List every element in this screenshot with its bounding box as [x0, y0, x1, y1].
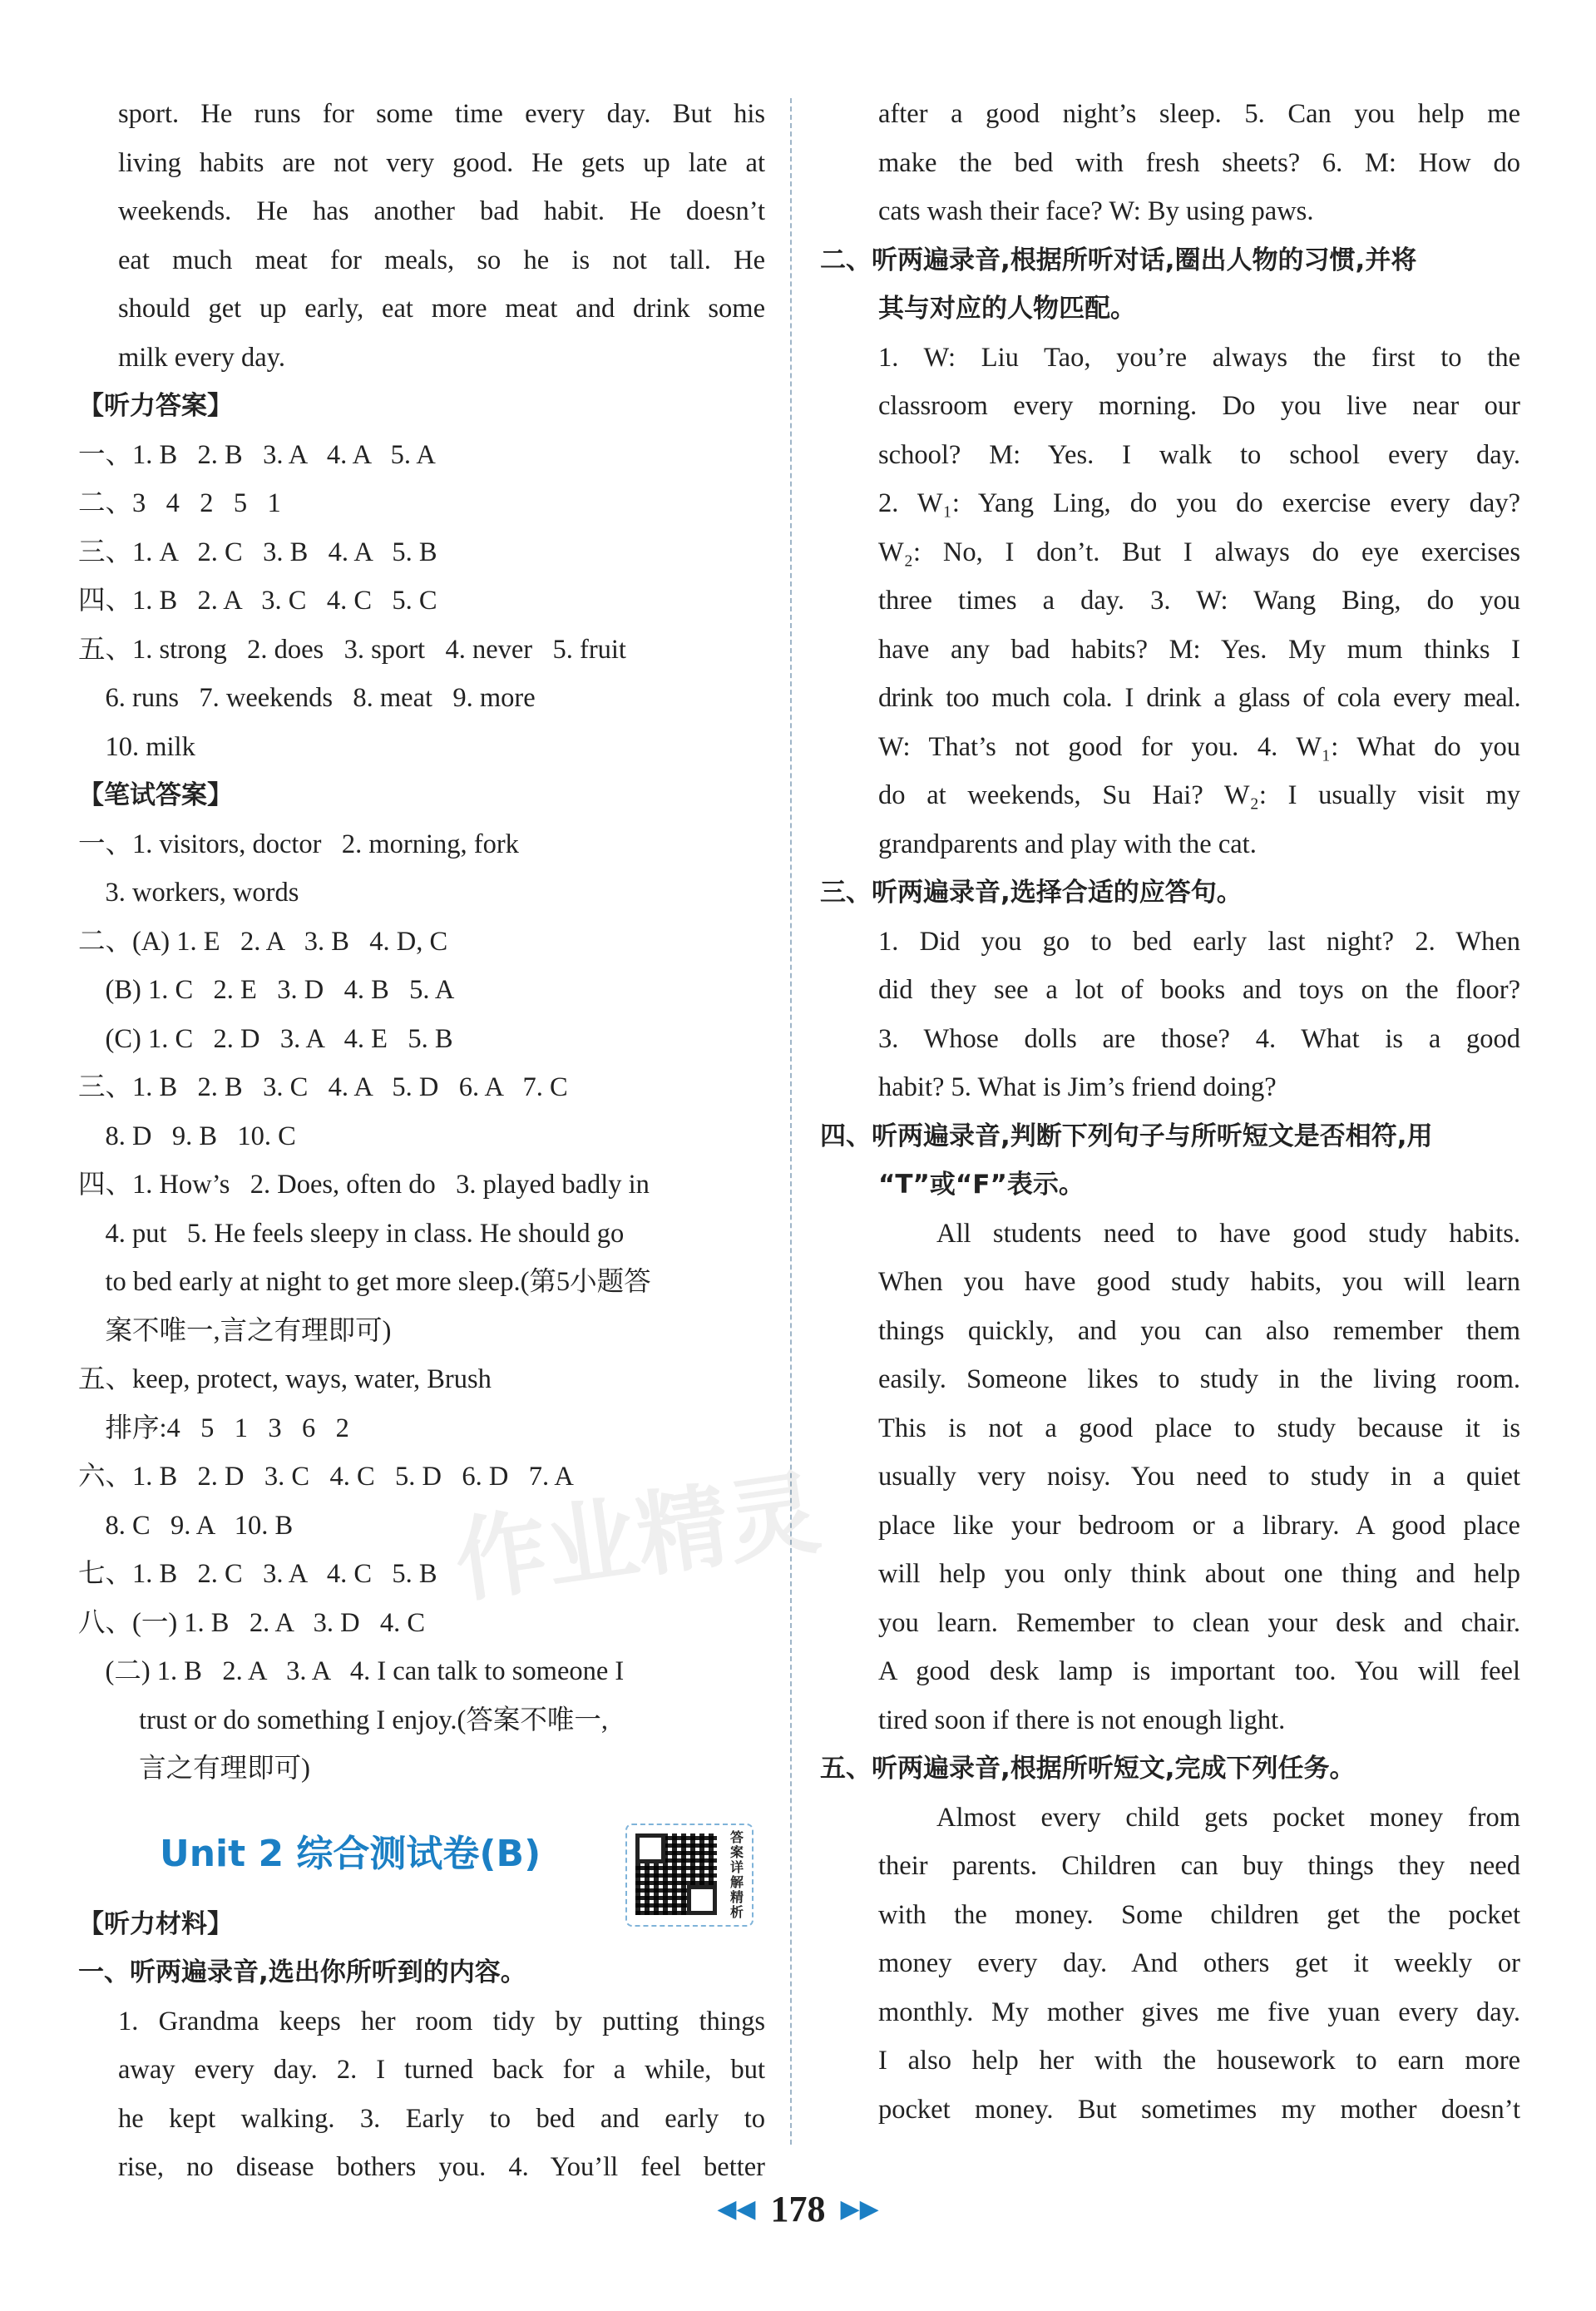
text-line: three times a day. 3. W: Wang Bing, do you	[878, 586, 1520, 616]
section5-text	[820, 1794, 1520, 2135]
text-line: milk every day.	[118, 342, 285, 373]
right-column	[820, 90, 1520, 2134]
section4-text	[820, 1210, 1520, 1745]
text-line: with the money. Some children get the pocket	[878, 1899, 1520, 1930]
text-line: When you have good study habits, you will learn	[878, 1267, 1520, 1297]
text-line: classroom every morning. Do you live near our	[878, 391, 1520, 421]
text-line: rise, no disease bothers you. 4. You’ll feel better	[118, 2152, 765, 2182]
text-line: pocket money. But sometimes my mother doesn’t	[878, 2094, 1520, 2125]
text-line: weekends. He has another bad habit. He doesn’t	[118, 196, 765, 226]
text-line: place like your bedroom or a library. A good place	[878, 1510, 1520, 1541]
left-column	[78, 90, 765, 2192]
text-line: 1. Did you go to bed early last night? 2. When	[878, 926, 1520, 957]
text-line: after a good night’s sleep. 5. Can you help me	[878, 99, 1520, 129]
column-divider	[790, 98, 792, 2145]
unit-title-block	[160, 1817, 765, 1920]
text-line: do at weekends, Su Hai? W₂: I usually visit my	[878, 780, 1520, 810]
page-footer	[0, 2188, 1596, 2230]
answer-line: 言之有理即可)	[78, 1754, 310, 1784]
text-line: This is not a good place to study because it is	[878, 1413, 1520, 1443]
answer-line: 八、(一) 1. B 2. A 3. D 4. C	[78, 1607, 426, 1638]
answer-line: 七、1. B 2. C 3. A 4. C 5. B	[78, 1559, 437, 1589]
text-line: 1. W: Liu Tao, you’re always the first to the	[878, 342, 1520, 373]
section3-heading: 三、听两遍录音,选择合适的应答句。	[820, 878, 1243, 908]
text-line: should get up early, eat more meat and drink some	[118, 294, 765, 324]
text-line: easily. Someone likes to study in the living room.	[878, 1364, 1520, 1394]
section2-heading: 二、听两遍录音,根据所听对话,圈出人物的习惯,并将	[820, 245, 1417, 275]
text-line: sport. He runs for some time every day. But his	[118, 99, 765, 129]
page-number: 178	[770, 2189, 826, 2229]
section2-heading: 其与对应的人物匹配。	[878, 294, 1136, 324]
qr-code-box[interactable]	[625, 1824, 754, 1927]
text-line: eat much meat for meals, so he is not tall. He	[118, 245, 765, 275]
text-line: habit? 5. What is Jim’s friend doing?	[878, 1072, 1277, 1102]
listening-material-title: 【听力材料】	[78, 1908, 233, 1939]
answer-line: (B) 1. C 2. E 3. D 4. B 5. A	[78, 975, 455, 1005]
section1-heading: 一、听两遍录音,选出你所听到的内容。	[78, 1957, 526, 1987]
answer-line: trust or do something I enjoy.(答案不唯一,	[78, 1705, 609, 1735]
answer-line: (C) 1. C 2. D 3. A 4. E 5. B	[78, 1023, 453, 1054]
answer-line: 三、1. A 2. C 3. B 4. A 5. B	[78, 537, 437, 567]
answer-line: 3. workers, words	[78, 878, 299, 908]
listening-answers	[78, 431, 765, 772]
answer-line: 8. D 9. B 10. C	[78, 1121, 296, 1151]
answer-line: to bed early at night to get more sleep.(第5小题答	[78, 1267, 651, 1297]
watermark: 作业精灵	[448, 1458, 827, 1616]
section4-heading: 四、听两遍录音,判断下列句子与所听短文是否相符,用	[820, 1121, 1433, 1151]
section1-text	[118, 1997, 765, 2192]
text-line: did they see a lot of books and toys on the floor?	[878, 975, 1520, 1005]
section2-text	[820, 334, 1520, 869]
section3-text	[820, 918, 1520, 1112]
text-line: living habits are not very good. He gets up late at	[118, 147, 765, 178]
text-line: 2. W₁: Yang Ling, do you do exercise every day?	[878, 488, 1520, 518]
text-line: A good desk lamp is important too. You will feel	[878, 1656, 1520, 1686]
text-line: grandparents and play with the cat.	[878, 829, 1257, 859]
prev-page-icon[interactable]: ◀◀	[717, 2195, 756, 2223]
text-line: will help you only think about one thing and help	[878, 1559, 1520, 1589]
text-line: make the bed with fresh sheets? 6. M: How do	[878, 147, 1520, 178]
answer-line: (二) 1. B 2. A 3. A 4. I can talk to someone I	[78, 1656, 625, 1686]
qr-label: 答案详解精析	[729, 1829, 744, 1920]
answer-line: 案不唯一,言之有理即可)	[78, 1315, 392, 1346]
qr-code-icon[interactable]	[635, 1833, 717, 1915]
text-line: tired soon if there is not enough light.	[878, 1705, 1286, 1735]
answer-line: 8. C 9. A 10. B	[78, 1510, 294, 1541]
answer-line: 六、1. B 2. D 3. C 4. C 5. D 6. D 7. A	[78, 1462, 574, 1492]
listening-answers-title: 【听力答案】	[78, 391, 233, 421]
text-line: I also help her with the housework to earn more	[878, 2046, 1520, 2076]
section4-heading: “T”或“F”表示。	[878, 1170, 1085, 1200]
answer-line: 排序:4 5 1 3 6 2	[78, 1413, 349, 1443]
answer-line: 五、1. strong 2. does 3. sport 4. never 5. fruit	[78, 634, 626, 665]
answer-line: 4. put 5. He feels sleepy in class. He should go	[78, 1218, 625, 1249]
text-line: drink too much cola. I drink a glass of cola every meal.	[878, 683, 1520, 713]
unit-title: Unit 2 综合测试卷(B)	[160, 1832, 541, 1875]
answer-line: 四、1. B 2. A 3. C 4. C 5. C	[78, 586, 437, 616]
written-answers	[78, 820, 765, 1794]
text-line: 1. Grandma keeps her room tidy by putting things	[118, 2006, 765, 2036]
text-line: things quickly, and you can also remember them	[878, 1315, 1520, 1346]
answer-line: 10. milk	[78, 731, 195, 762]
text-line: W: That’s not good for you. 4. W₁: What do you	[878, 731, 1520, 762]
text-line: cats wash their face? W: By using paws.	[878, 196, 1314, 226]
text-line: W₂: No, I don’t. But I always do eye exercises	[878, 537, 1520, 567]
text-line: away every day. 2. I turned back for a while, but	[118, 2055, 765, 2085]
text-line: All students need to have good study habits.	[936, 1218, 1520, 1249]
answer-line: 四、1. How’s 2. Does, often do 3. played badly in	[78, 1170, 650, 1200]
text-line: 3. Whose dolls are those? 4. What is a good	[878, 1023, 1520, 1054]
intro-paragraph	[118, 90, 765, 382]
text-line: have any bad habits? M: Yes. My mum thinks I	[878, 634, 1520, 665]
text-line: you learn. Remember to clean your desk and chair.	[878, 1607, 1520, 1638]
written-answers-title: 【笔试答案】	[78, 780, 233, 810]
answer-line: 二、(A) 1. E 2. A 3. B 4. D, C	[78, 926, 448, 957]
text-line: school? M: Yes. I walk to school every day.	[878, 439, 1520, 470]
text-line: their parents. Children can buy things they need	[878, 1851, 1520, 1881]
section5-heading: 五、听两遍录音,根据所听短文,完成下列任务。	[820, 1754, 1356, 1784]
text-line: usually very noisy. You need to study in a quiet	[878, 1462, 1520, 1492]
answer-line: 五、keep, protect, ways, water, Brush	[78, 1364, 492, 1394]
answer-line: 二、3 4 2 5 1	[78, 488, 281, 518]
text-line: he kept walking. 3. Early to bed and early to	[118, 2103, 765, 2134]
text-line: monthly. My mother gives me five yuan every day.	[878, 1997, 1520, 2027]
answer-line: 一、1. B 2. B 3. A 4. A 5. A	[78, 439, 436, 470]
answer-line: 6. runs 7. weekends 8. meat 9. more	[78, 683, 536, 713]
text-line: Almost every child gets pocket money from	[936, 1802, 1520, 1833]
text-line: money every day. And others get it weekly or	[878, 1948, 1520, 1978]
answer-line: 三、1. B 2. B 3. C 4. A 5. D 6. A 7. C	[78, 1072, 568, 1102]
answer-line: 一、1. visitors, doctor 2. morning, fork	[78, 829, 519, 859]
next-page-icon[interactable]: ▶▶	[840, 2195, 879, 2223]
section1-continued	[820, 90, 1520, 236]
